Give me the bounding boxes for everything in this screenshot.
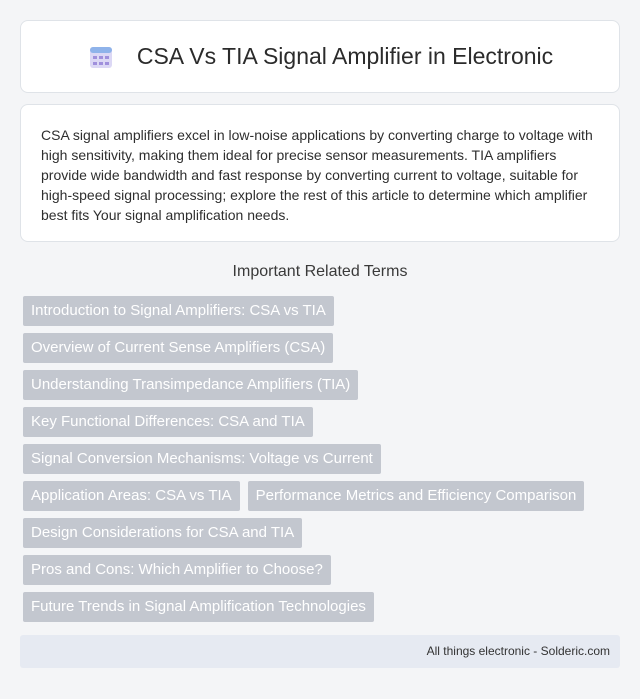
- term-tag[interactable]: Future Trends in Signal Amplification Technologies: [23, 592, 374, 622]
- footer-text: All things electronic - Solderic.com: [426, 644, 610, 658]
- term-tag[interactable]: Design Considerations for CSA and TIA: [23, 518, 302, 548]
- term-tag[interactable]: Key Functional Differences: CSA and TIA: [23, 407, 313, 437]
- term-tag[interactable]: Application Areas: CSA vs TIA: [23, 481, 240, 511]
- page-title: CSA Vs TIA Signal Amplifier in Electronic: [136, 43, 554, 69]
- term-tag[interactable]: Pros and Cons: Which Amplifier to Choose?: [23, 555, 331, 585]
- title-card: [20, 20, 620, 93]
- term-tag[interactable]: Understanding Transimpedance Amplifiers (TIA): [23, 370, 358, 400]
- term-tag[interactable]: Performance Metrics and Efficiency Comparison: [248, 481, 585, 511]
- term-tag[interactable]: Signal Conversion Mechanisms: Voltage vs Current: [23, 444, 381, 474]
- term-tag[interactable]: Overview of Current Sense Amplifiers (CSA): [23, 333, 333, 363]
- related-terms-heading: Important Related Terms: [232, 263, 408, 280]
- term-tag[interactable]: Introduction to Signal Amplifiers: CSA vs TIA: [23, 296, 334, 326]
- related-terms-list: [23, 296, 623, 629]
- calendar-grid-icon: [87, 43, 115, 71]
- intro-card: [20, 104, 620, 242]
- footer: [20, 635, 620, 668]
- intro-paragraph: CSA signal amplifiers excel in low-noise applications by converting charge to voltage with high sensitivity, making them ideal for precise sensor measurements. TIA amplifiers provide wide bandwidth and fast response by converting current to voltage, suitable for high-speed signal processing; explore the rest of this article to determine which amplifier best fits Your signal amplification needs.: [41, 127, 593, 223]
